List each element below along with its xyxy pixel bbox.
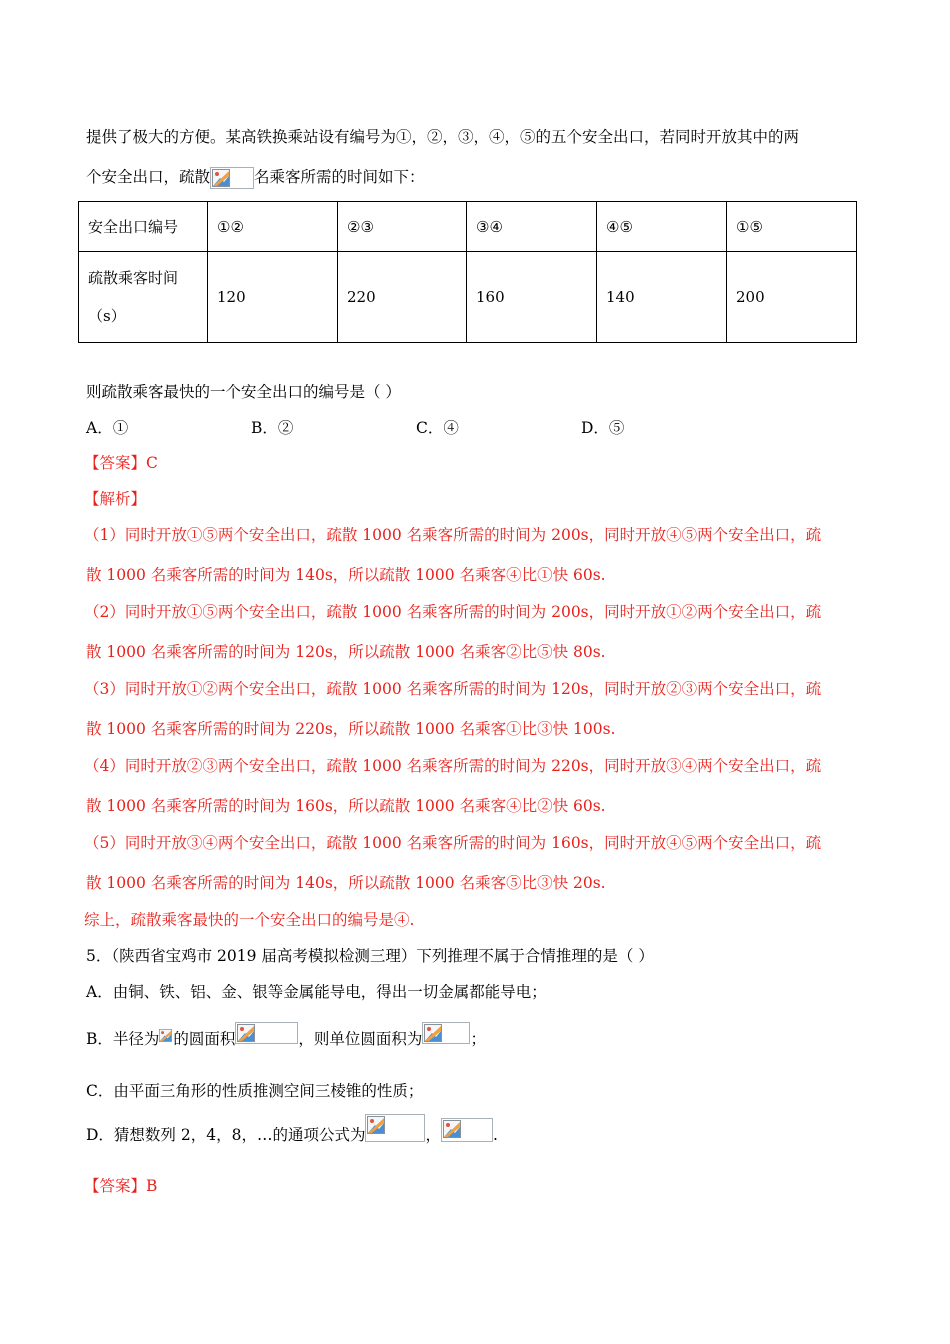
q5-option-b-post: ； <box>470 1030 486 1048</box>
analysis-line: 散 1000 名乘客所需的时间为 140s，所以疏散 1000 名乘客④比①快 60s. <box>86 566 606 584</box>
q5-option-b <box>86 1028 486 1051</box>
table-cell: 200 <box>727 252 857 343</box>
broken-image-icon <box>424 1024 442 1042</box>
table-row-label <box>79 252 208 343</box>
row-label-line-2: （s） <box>88 307 126 325</box>
analysis-line: （3）同时开放①②两个安全出口，疏散 1000 名乘客所需的时间为 120s，同时开放②③两个安全出口，疏 <box>84 680 822 698</box>
analysis-line: （4）同时开放②③两个安全出口，疏散 1000 名乘客所需的时间为 220s，同时开放③④两个安全出口，疏 <box>84 757 822 775</box>
table-header-cell: ①② <box>208 202 338 252</box>
option-a: A．① <box>86 419 129 437</box>
table-header-cell: ②③ <box>338 202 467 252</box>
analysis-line: 散 1000 名乘客所需的时间为 140s，所以疏散 1000 名乘客⑤比③快 20s. <box>86 874 606 892</box>
table-cell: 160 <box>467 252 597 343</box>
option-d: D．⑤ <box>581 419 625 437</box>
broken-image-icon <box>237 1024 255 1042</box>
broken-image-icon <box>159 1029 172 1042</box>
analysis-line: （1）同时开放①⑤两个安全出口，疏散 1000 名乘客所需的时间为 200s，同时开放④⑤两个安全出口，疏 <box>84 526 822 544</box>
analysis-line: 散 1000 名乘客所需的时间为 120s，所以疏散 1000 名乘客②比⑤快 80s. <box>86 643 606 661</box>
analysis-label: 【解析】 <box>84 490 147 508</box>
options-row <box>86 417 624 439</box>
q5-stem: 5．（陕西省宝鸡市 2019 届高考模拟检测三理）下列推理不属于合情推理的是（ ） <box>86 947 654 965</box>
table-header-cell: ④⑤ <box>597 202 727 252</box>
q5-option-d <box>86 1124 498 1146</box>
q5-option-c: C．由平面三角形的性质推测空间三棱锥的性质； <box>86 1082 424 1100</box>
question-text: 则疏散乘客最快的一个安全出口的编号是（ ） <box>86 383 401 401</box>
q5-option-b-mid2: ，则单位圆面积为 <box>298 1030 423 1048</box>
table-row <box>79 252 857 343</box>
exit-time-table <box>78 201 857 343</box>
intro-line-1: 提供了极大的方便。某高铁换乘站设有编号为①，②，③，④，⑤的五个安全出口，若同时开放其中的两 <box>86 128 800 146</box>
formula-image-placeholder <box>210 167 254 189</box>
option-b: B．② <box>251 419 294 437</box>
analysis-line: 散 1000 名乘客所需的时间为 220s，所以疏散 1000 名乘客①比③快 100s. <box>86 720 616 738</box>
table-header-cell: 安全出口编号 <box>79 202 208 252</box>
table-header-row <box>79 202 857 252</box>
q5-answer: 【答案】B <box>84 1177 158 1195</box>
analysis-line: 散 1000 名乘客所需的时间为 160s，所以疏散 1000 名乘客④比②快 60s. <box>86 797 606 815</box>
analysis-line: （5）同时开放③④两个安全出口，疏散 1000 名乘客所需的时间为 160s，同时开放④⑤两个安全出口，疏 <box>84 834 822 852</box>
broken-image-icon <box>212 169 230 187</box>
q5-option-a: A．由铜、铁、铝、金、银等金属能导电，得出一切金属都能导电； <box>86 983 547 1001</box>
q5-option-d-mid: ， <box>425 1126 441 1144</box>
table-cell: 140 <box>597 252 727 343</box>
broken-image-icon <box>443 1120 461 1138</box>
intro-line-2-pre: 个安全出口，疏散 <box>86 168 211 186</box>
q5-option-d-post: . <box>492 1126 498 1144</box>
formula-image-placeholder <box>441 1118 493 1142</box>
intro-line-2-post: 名乘客所需的时间如下： <box>254 168 425 186</box>
table-header-cell: ③④ <box>467 202 597 252</box>
formula-image-placeholder <box>365 1114 425 1142</box>
analysis-line: （2）同时开放①⑤两个安全出口，疏散 1000 名乘客所需的时间为 200s，同时开放①②两个安全出口，疏 <box>84 603 822 621</box>
formula-image-placeholder <box>159 1029 173 1051</box>
analysis-summary: 综上，疏散乘客最快的一个安全出口的编号是④. <box>84 911 415 929</box>
intro-line-2 <box>86 166 425 189</box>
row-label-line-1: 疏散乘客时间 <box>88 269 179 287</box>
q5-option-b-mid1: 的圆面积 <box>173 1030 236 1048</box>
formula-image-placeholder <box>235 1022 298 1044</box>
table-cell: 120 <box>208 252 338 343</box>
formula-image-placeholder <box>422 1022 470 1044</box>
q5-option-b-pre: B．半径为 <box>86 1030 160 1048</box>
broken-image-icon <box>367 1116 385 1134</box>
option-c: C．④ <box>416 419 459 437</box>
table-cell: 220 <box>338 252 467 343</box>
q5-option-d-pre: D．猜想数列 2，4，8，…的通项公式为 <box>86 1126 366 1144</box>
answer-label: 【答案】C <box>84 454 158 472</box>
table-header-cell: ①⑤ <box>727 202 857 252</box>
